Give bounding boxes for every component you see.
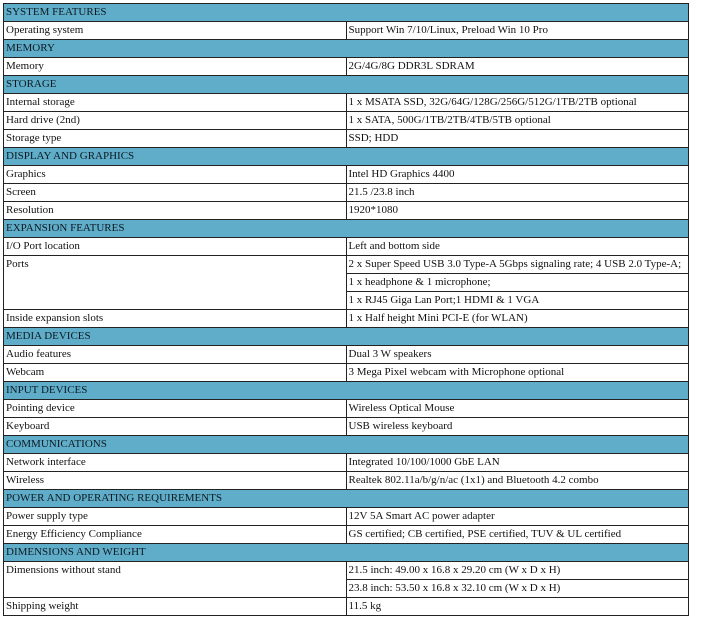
section-title: STORAGE xyxy=(4,76,689,94)
spec-row xyxy=(4,184,689,202)
spec-value: 11.5 kg xyxy=(346,598,689,616)
section-header-dimensions-and-weight xyxy=(4,544,689,562)
section-header-power-and-operating-requirements xyxy=(4,490,689,508)
spec-row xyxy=(4,508,689,526)
spec-value: 1 x SATA, 500G/1TB/2TB/4TB/5TB optional xyxy=(346,112,689,130)
spec-value: 3 Mega Pixel webcam with Microphone optional xyxy=(346,364,689,382)
spec-value: USB wireless keyboard xyxy=(346,418,689,436)
spec-value: 12V 5A Smart AC power adapter xyxy=(346,508,689,526)
spec-row xyxy=(4,526,689,544)
spec-value: GS certified; CB certified, PSE certified, TUV & UL certified xyxy=(346,526,689,544)
spec-row xyxy=(4,454,689,472)
section-title: DIMENSIONS AND WEIGHT xyxy=(4,544,689,562)
spec-value: Integrated 10/100/1000 GbE LAN xyxy=(346,454,689,472)
spec-label: Operating system xyxy=(4,22,347,40)
spec-value: 1 x Half height Mini PCI-E (for WLAN) xyxy=(346,310,689,328)
spec-row xyxy=(4,472,689,490)
spec-label: Audio features xyxy=(4,346,347,364)
spec-label: Energy Efficiency Compliance xyxy=(4,526,347,544)
spec-row xyxy=(4,58,689,76)
spec-label: Graphics xyxy=(4,166,347,184)
spec-value: 1 x MSATA SSD, 32G/64G/128G/256G/512G/1TB/2TB optional xyxy=(346,94,689,112)
section-title: POWER AND OPERATING REQUIREMENTS xyxy=(4,490,689,508)
spec-value: 21.5 /23.8 inch xyxy=(346,184,689,202)
spec-value: Left and bottom side xyxy=(346,238,689,256)
spec-value: 2G/4G/8G DDR3L SDRAM xyxy=(346,58,689,76)
spec-value: Dual 3 W speakers xyxy=(346,346,689,364)
spec-label: Hard drive (2nd) xyxy=(4,112,347,130)
spec-value: 1 x headphone & 1 microphone; xyxy=(346,274,689,292)
spec-row xyxy=(4,256,689,274)
spec-value: 23.8 inch: 53.50 x 16.8 x 32.10 cm (W x D x H) xyxy=(346,580,689,598)
spec-value: 1920*1080 xyxy=(346,202,689,220)
section-header-communications xyxy=(4,436,689,454)
section-title: DISPLAY AND GRAPHICS xyxy=(4,148,689,166)
spec-row xyxy=(4,22,689,40)
spec-value: 21.5 inch: 49.00 x 16.8 x 29.20 cm (W x D x H) xyxy=(346,562,689,580)
spec-row xyxy=(4,346,689,364)
spec-label: Inside expansion slots xyxy=(4,310,347,328)
spec-row xyxy=(4,166,689,184)
section-header-input-devices xyxy=(4,382,689,400)
section-title: SYSTEM FEATURES xyxy=(4,4,689,22)
spec-label: Pointing device xyxy=(4,400,347,418)
spec-value: 1 x RJ45 Giga Lan Port;1 HDMI & 1 VGA xyxy=(346,292,689,310)
spec-row xyxy=(4,562,689,580)
section-header-memory xyxy=(4,40,689,58)
spec-label: Internal storage xyxy=(4,94,347,112)
spec-table xyxy=(3,3,689,616)
spec-value: Wireless Optical Mouse xyxy=(346,400,689,418)
section-title: MEDIA DEVICES xyxy=(4,328,689,346)
spec-label: Wireless xyxy=(4,472,347,490)
spec-row xyxy=(4,310,689,328)
section-header-storage xyxy=(4,76,689,94)
section-header-media-devices xyxy=(4,328,689,346)
spec-row xyxy=(4,364,689,382)
spec-label: Storage type xyxy=(4,130,347,148)
spec-label: Memory xyxy=(4,58,347,76)
spec-value: Support Win 7/10/Linux, Preload Win 10 Pro xyxy=(346,22,689,40)
spec-label: Shipping weight xyxy=(4,598,347,616)
section-title: EXPANSION FEATURES xyxy=(4,220,689,238)
section-title: COMMUNICATIONS xyxy=(4,436,689,454)
section-header-display-and-graphics xyxy=(4,148,689,166)
spec-label: Resolution xyxy=(4,202,347,220)
spec-label: Dimensions without stand xyxy=(4,562,347,598)
spec-row xyxy=(4,202,689,220)
spec-row xyxy=(4,112,689,130)
spec-row xyxy=(4,418,689,436)
spec-row xyxy=(4,130,689,148)
spec-value: 2 x Super Speed USB 3.0 Type-A 5Gbps signaling rate; 4 USB 2.0 Type-A; xyxy=(346,256,689,274)
spec-label: Keyboard xyxy=(4,418,347,436)
section-header-expansion-features xyxy=(4,220,689,238)
spec-label: Webcam xyxy=(4,364,347,382)
spec-row xyxy=(4,400,689,418)
spec-label: Network interface xyxy=(4,454,347,472)
spec-row xyxy=(4,94,689,112)
section-header-system-features xyxy=(4,4,689,22)
spec-label: I/O Port location xyxy=(4,238,347,256)
section-title: INPUT DEVICES xyxy=(4,382,689,400)
spec-label: Power supply type xyxy=(4,508,347,526)
spec-row xyxy=(4,598,689,616)
spec-label: Ports xyxy=(4,256,347,310)
spec-value: Intel HD Graphics 4400 xyxy=(346,166,689,184)
spec-value: Realtek 802.11a/b/g/n/ac (1x1) and Bluetooth 4.2 combo xyxy=(346,472,689,490)
section-title: MEMORY xyxy=(4,40,689,58)
spec-value: SSD; HDD xyxy=(346,130,689,148)
spec-row xyxy=(4,238,689,256)
spec-label: Screen xyxy=(4,184,347,202)
